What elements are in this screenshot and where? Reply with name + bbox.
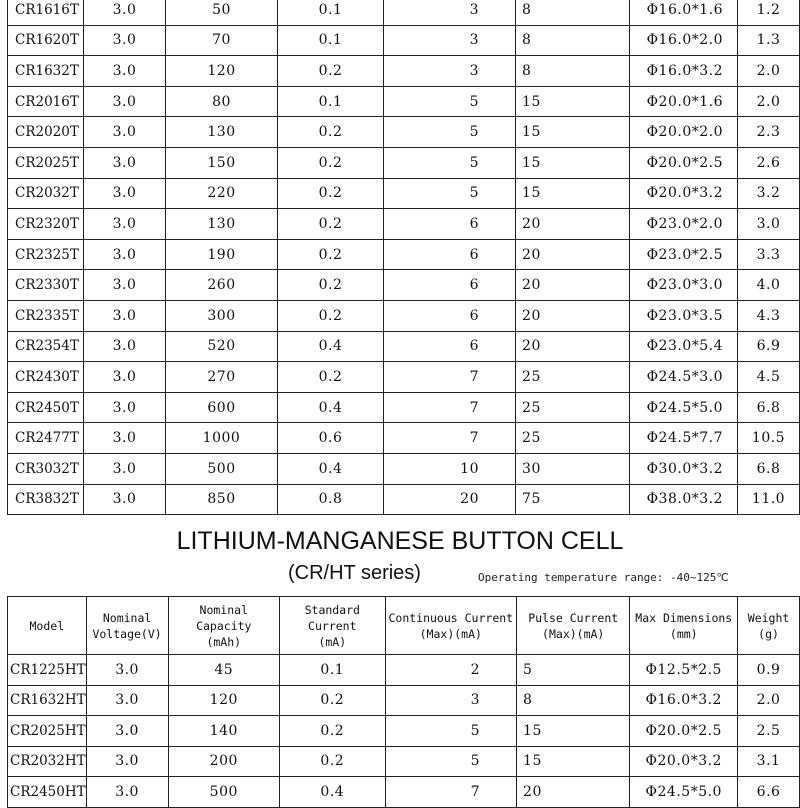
- table-row: [8, 0, 800, 25]
- table-cell: 3.0: [84, 147, 166, 178]
- column-header-line1: Model: [29, 618, 65, 633]
- table-cell: 600: [166, 392, 278, 423]
- column-header-line2: (mA): [318, 634, 347, 649]
- table-cell: 15: [516, 86, 630, 117]
- table-cell: 3.1: [738, 746, 800, 777]
- table-cell: 850: [166, 484, 278, 515]
- table-cell: CR2354T: [8, 331, 84, 362]
- table-cell: 15: [517, 746, 630, 777]
- table-row: [8, 86, 800, 117]
- table-cell: CR3032T: [8, 453, 84, 484]
- table-cell: 500: [168, 777, 279, 808]
- table-cell: 0.2: [278, 270, 384, 301]
- column-header: [385, 597, 516, 655]
- table-cell: 7: [384, 362, 516, 393]
- table-cell: CR1632HT: [8, 685, 87, 716]
- table-cell: 0.2: [278, 362, 384, 393]
- table-cell: 130: [166, 209, 278, 240]
- table-cell: 15: [517, 716, 630, 747]
- table-cell: Φ24.5*5.0: [630, 777, 738, 808]
- table-cell: CR2016T: [8, 86, 84, 117]
- table-row: [8, 453, 800, 484]
- table-cell: 6: [384, 270, 516, 301]
- table-row: [8, 331, 800, 362]
- table-row: [8, 300, 800, 331]
- table-cell: CR2450HT: [8, 777, 87, 808]
- table-cell: Φ16.0*1.6: [630, 0, 738, 25]
- table-cell: 6: [384, 331, 516, 362]
- table-cell: 3.0: [84, 209, 166, 240]
- table-cell: Φ23.0*5.4: [630, 331, 738, 362]
- table-cell: CR2320T: [8, 209, 84, 240]
- table-cell: 0.4: [278, 392, 384, 423]
- table-cell: 50: [166, 0, 278, 25]
- table-cell: 8: [516, 0, 630, 25]
- bottom-table-body: [8, 655, 800, 808]
- column-header-line1: Nominal: [102, 610, 152, 625]
- table-cell: 3.0: [84, 25, 166, 56]
- table-row: [8, 746, 800, 777]
- table-cell: 3.0: [86, 746, 168, 777]
- table-cell: 3: [385, 685, 516, 716]
- ht-series-spec-table: [7, 596, 800, 808]
- table-cell: 190: [166, 239, 278, 270]
- table-cell: 2.3: [738, 117, 800, 148]
- table-cell: 3.0: [84, 362, 166, 393]
- table-cell: 3.0: [84, 300, 166, 331]
- table-cell: 1.2: [738, 0, 800, 25]
- table-cell: 20: [516, 239, 630, 270]
- table-cell: 0.2: [280, 746, 386, 777]
- table-cell: 0.1: [278, 86, 384, 117]
- column-header-line2: (Max)(mA): [419, 626, 482, 641]
- table-cell: 520: [166, 331, 278, 362]
- table-cell: 270: [166, 362, 278, 393]
- column-header-line1: Continuous Current: [388, 610, 514, 625]
- table-row: [8, 392, 800, 423]
- table-cell: 5: [385, 746, 516, 777]
- section-title: LITHIUM-MANGANESE BUTTON CELL: [176, 527, 624, 555]
- table-cell: Φ23.0*3.5: [630, 300, 738, 331]
- table-cell: 7: [384, 423, 516, 454]
- table-cell: 25: [516, 392, 630, 423]
- top-table-body: [8, 0, 800, 515]
- table-row: [8, 270, 800, 301]
- table-cell: 20: [384, 484, 516, 515]
- table-cell: 6.9: [738, 331, 800, 362]
- table-cell: 3.3: [738, 239, 800, 270]
- table-cell: 3.0: [84, 117, 166, 148]
- table-cell: 2.0: [738, 86, 800, 117]
- table-cell: 45: [168, 655, 279, 686]
- table-cell: 5: [385, 716, 516, 747]
- table-cell: 5: [384, 117, 516, 148]
- table-cell: 2.0: [738, 685, 800, 716]
- table-cell: CR2430T: [8, 362, 84, 393]
- table-cell: 0.1: [278, 0, 384, 25]
- table-cell: 5: [384, 86, 516, 117]
- table-cell: 200: [168, 746, 279, 777]
- table-cell: 70: [166, 25, 278, 56]
- table-cell: 3.0: [84, 484, 166, 515]
- table-cell: CR2032T: [8, 178, 84, 209]
- table-header-row: [8, 597, 800, 655]
- table-cell: CR2477T: [8, 423, 84, 454]
- column-header-line1: Weight: [747, 610, 790, 625]
- table-cell: CR2020T: [8, 117, 84, 148]
- column-header-line2: (mm): [669, 626, 698, 641]
- column-header: [517, 597, 630, 655]
- table-cell: 120: [168, 685, 279, 716]
- table-cell: Φ20.0*2.0: [630, 117, 738, 148]
- table-cell: 0.4: [280, 777, 386, 808]
- column-header: [8, 597, 87, 655]
- table-cell: CR1632T: [8, 56, 84, 87]
- table-cell: 0.2: [280, 716, 386, 747]
- table-cell: 3.0: [86, 655, 168, 686]
- column-header-line1: Pulse Current: [528, 610, 619, 625]
- table-cell: 2.6: [738, 147, 800, 178]
- table-cell: Φ23.0*3.0: [630, 270, 738, 301]
- table-cell: Φ24.5*5.0: [630, 392, 738, 423]
- table-cell: 0.2: [280, 685, 386, 716]
- table-cell: Φ23.0*2.5: [630, 239, 738, 270]
- table-cell: 20: [516, 270, 630, 301]
- table-cell: 20: [516, 209, 630, 240]
- table-cell: 1.3: [738, 25, 800, 56]
- table-cell: Φ16.0*3.2: [630, 685, 738, 716]
- table-cell: 20: [516, 331, 630, 362]
- table-cell: 6: [384, 209, 516, 240]
- table-cell: CR2032HT: [8, 746, 87, 777]
- table-cell: 80: [166, 86, 278, 117]
- table-cell: 3.0: [84, 239, 166, 270]
- table-cell: 3.0: [86, 716, 168, 747]
- table-row: [8, 147, 800, 178]
- table-cell: 4.3: [738, 300, 800, 331]
- table-cell: 6.8: [738, 453, 800, 484]
- table-cell: Φ12.5*2.5: [630, 655, 738, 686]
- table-cell: Φ24.5*3.0: [630, 362, 738, 393]
- table-cell: 15: [516, 147, 630, 178]
- table-cell: 15: [516, 178, 630, 209]
- table-cell: 8: [517, 685, 630, 716]
- table-cell: 140: [168, 716, 279, 747]
- table-cell: Φ20.0*2.5: [630, 716, 738, 747]
- table-cell: 300: [166, 300, 278, 331]
- table-cell: Φ30.0*3.2: [630, 453, 738, 484]
- table-row: [8, 209, 800, 240]
- table-cell: 3: [384, 0, 516, 25]
- table-cell: 2.0: [738, 56, 800, 87]
- table-cell: 7: [384, 392, 516, 423]
- top-spec-table: [7, 0, 800, 515]
- column-header-line2: (mAh): [206, 634, 242, 649]
- table-row: [8, 239, 800, 270]
- table-cell: 130: [166, 117, 278, 148]
- table-cell: 4.0: [738, 270, 800, 301]
- table-cell: Φ24.5*7.7: [630, 423, 738, 454]
- table-cell: 3.0: [84, 392, 166, 423]
- table-cell: 2.5: [738, 716, 800, 747]
- table-cell: CR2025HT: [8, 716, 87, 747]
- table-cell: 4.5: [738, 362, 800, 393]
- table-cell: Φ20.0*3.2: [630, 178, 738, 209]
- table-cell: 3.2: [738, 178, 800, 209]
- table-row: [8, 655, 800, 686]
- operating-temperature-note: Operating temperature range: -40~125℃: [478, 571, 729, 584]
- table-cell: 3.0: [84, 178, 166, 209]
- table-cell: 3.0: [86, 685, 168, 716]
- table-cell: 0.2: [278, 56, 384, 87]
- column-header: [280, 597, 386, 655]
- table-row: [8, 423, 800, 454]
- table-cell: 3.0: [84, 270, 166, 301]
- column-header-line1: Max Dimensions: [635, 610, 733, 625]
- table-row: [8, 685, 800, 716]
- table-cell: 0.4: [278, 453, 384, 484]
- column-header: [168, 597, 279, 655]
- table-row: [8, 484, 800, 515]
- column-header: [738, 597, 800, 655]
- table-cell: CR2325T: [8, 239, 84, 270]
- table-cell: 20: [516, 300, 630, 331]
- table-cell: Φ20.0*1.6: [630, 86, 738, 117]
- table-cell: 3.0: [84, 331, 166, 362]
- table-cell: 0.9: [738, 655, 800, 686]
- table-cell: 8: [516, 25, 630, 56]
- table-cell: 0.2: [278, 117, 384, 148]
- section-subtitle: (CR/HT series): [288, 562, 421, 584]
- table-cell: 25: [516, 362, 630, 393]
- table-cell: 0.4: [278, 331, 384, 362]
- table-cell: 5: [384, 178, 516, 209]
- table-cell: 30: [516, 453, 630, 484]
- table-cell: 500: [166, 453, 278, 484]
- table-row: [8, 25, 800, 56]
- table-cell: Φ23.0*2.0: [630, 209, 738, 240]
- column-header: [630, 597, 738, 655]
- table-row: [8, 117, 800, 148]
- table-cell: CR2330T: [8, 270, 84, 301]
- table-cell: 0.2: [278, 147, 384, 178]
- table-cell: 0.8: [278, 484, 384, 515]
- table-cell: Φ16.0*2.0: [630, 25, 738, 56]
- table-cell: 120: [166, 56, 278, 87]
- table-cell: CR2335T: [8, 300, 84, 331]
- column-header-line2: Voltage(V): [92, 626, 162, 641]
- table-cell: CR3832T: [8, 484, 84, 515]
- table-cell: 0.6: [278, 423, 384, 454]
- table-cell: 20: [517, 777, 630, 808]
- table-cell: 3.0: [84, 453, 166, 484]
- table-row: [8, 56, 800, 87]
- table-cell: CR1225HT: [8, 655, 87, 686]
- table-cell: 3.0: [84, 56, 166, 87]
- table-cell: Φ20.0*3.2: [630, 746, 738, 777]
- table-cell: 0.2: [278, 239, 384, 270]
- table-cell: 8: [516, 56, 630, 87]
- table-cell: 3: [384, 25, 516, 56]
- table-row: [8, 178, 800, 209]
- table-cell: Φ38.0*3.2: [630, 484, 738, 515]
- table-cell: 10.5: [738, 423, 800, 454]
- table-cell: 3.0: [84, 0, 166, 25]
- table-cell: 3.0: [84, 86, 166, 117]
- table-cell: 3.0: [738, 209, 800, 240]
- table-cell: 0.2: [278, 178, 384, 209]
- table-cell: 11.0: [738, 484, 800, 515]
- table-cell: 3.0: [86, 777, 168, 808]
- column-header-line1: Standard Current: [304, 602, 360, 633]
- table-cell: CR1620T: [8, 25, 84, 56]
- table-cell: 5: [384, 147, 516, 178]
- table-row: [8, 362, 800, 393]
- table-cell: 75: [516, 484, 630, 515]
- table-cell: 6.6: [738, 777, 800, 808]
- table-cell: CR1616T: [8, 0, 84, 25]
- table-cell: Φ16.0*3.2: [630, 56, 738, 87]
- table-cell: 3.0: [84, 423, 166, 454]
- column-header-line2: (Max)(mA): [542, 626, 605, 641]
- table-cell: 6: [384, 239, 516, 270]
- table-cell: 0.1: [278, 25, 384, 56]
- table-cell: 10: [384, 453, 516, 484]
- table-cell: Φ20.0*2.5: [630, 147, 738, 178]
- table-cell: 1000: [166, 423, 278, 454]
- table-cell: 220: [166, 178, 278, 209]
- table-cell: 0.1: [280, 655, 386, 686]
- table-cell: CR2025T: [8, 147, 84, 178]
- table-cell: 0.2: [278, 300, 384, 331]
- table-cell: 2: [385, 655, 516, 686]
- table-cell: 5: [517, 655, 630, 686]
- table-cell: 260: [166, 270, 278, 301]
- table-cell: 25: [516, 423, 630, 454]
- table-cell: 7: [385, 777, 516, 808]
- table-cell: 0.2: [278, 209, 384, 240]
- table-cell: 6.8: [738, 392, 800, 423]
- table-cell: 3: [384, 56, 516, 87]
- column-header: [86, 597, 168, 655]
- column-header-line2: (g): [758, 626, 779, 641]
- table-cell: 150: [166, 147, 278, 178]
- table-row: [8, 716, 800, 747]
- table-cell: 15: [516, 117, 630, 148]
- table-cell: 6: [384, 300, 516, 331]
- table-row: [8, 777, 800, 808]
- column-header-line1: Nominal Capacity: [196, 602, 252, 633]
- table-cell: CR2450T: [8, 392, 84, 423]
